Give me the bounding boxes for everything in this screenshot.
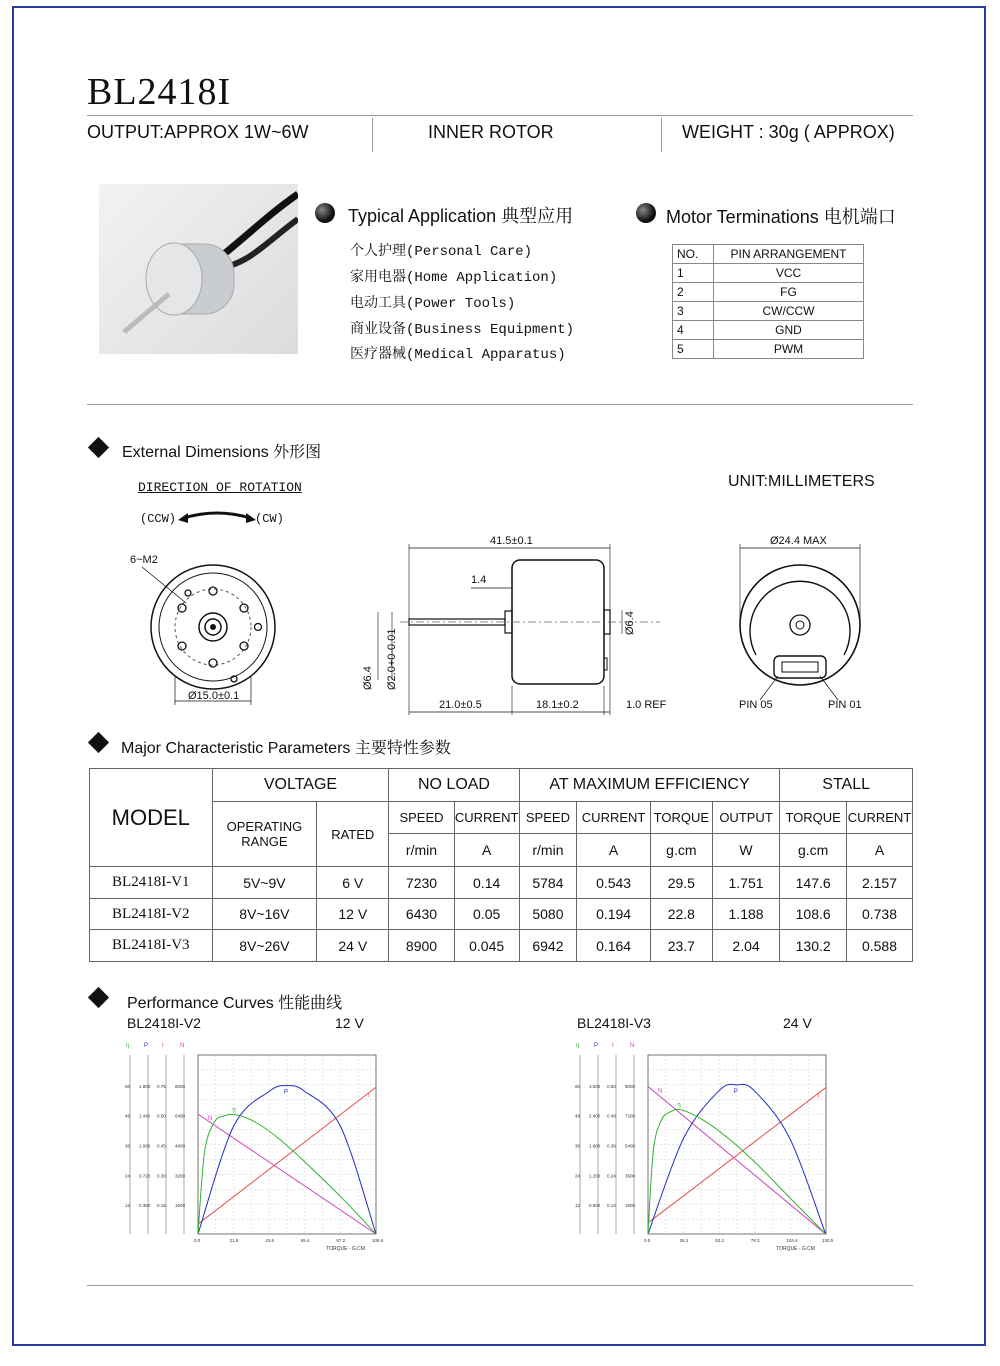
x-tick-label: 21.8 xyxy=(229,1238,239,1243)
shaft-length-dim: 21.0±0.5 xyxy=(439,699,482,711)
y-tick-label: 0.720 xyxy=(139,1173,151,1179)
stall-header: STALL xyxy=(780,769,913,802)
maxeff-header: AT MAXIMUM EFFICIENCY xyxy=(519,769,780,802)
performance-chart-v3 xyxy=(568,1038,843,1258)
application-item: 个人护理(Personal Care) xyxy=(350,244,533,260)
y-tick-label: 1.200 xyxy=(589,1173,601,1179)
y-tick-label: 48 xyxy=(125,1113,131,1119)
series-label: I xyxy=(368,1093,370,1100)
series-label: N xyxy=(208,1116,213,1123)
y-tick-label: 0.60 xyxy=(607,1083,616,1089)
y-tick-label: 0.48 xyxy=(607,1113,616,1119)
chart2-voltage: 24 V xyxy=(783,1015,812,1031)
front-diameter: Ø15.0±0.1 xyxy=(188,690,240,702)
x-tick-label: 104.4 xyxy=(786,1238,798,1243)
y-tick-label: 1800 xyxy=(625,1203,636,1209)
series-label: N xyxy=(658,1088,663,1095)
output-spec: OUTPUT:APPROX 1W~6W xyxy=(87,122,309,142)
y-tick-label: 24 xyxy=(125,1173,131,1179)
hub-diameter-dim: Ø6.4 xyxy=(624,611,636,635)
shaft-diameter-dim: Ø2.0+0-0.01 xyxy=(386,628,398,690)
y-tick-label: 0.45 xyxy=(157,1143,166,1149)
application-item: 商业设备(Business Equipment) xyxy=(350,322,575,338)
table-row: 3 CW/CCW xyxy=(673,302,864,321)
model-header: MODEL xyxy=(90,769,213,867)
y-tick-label: 3200 xyxy=(175,1173,186,1179)
screws-label: 6~M2 xyxy=(130,554,158,566)
rotation-arrow-icon xyxy=(178,508,256,524)
pin-col-no: NO. xyxy=(673,245,714,264)
y-tick-label: 3.000 xyxy=(589,1083,601,1089)
x-tick-label: 0.0 xyxy=(644,1238,651,1243)
y-tick-label: 8000 xyxy=(175,1083,186,1089)
x-tick-label: 108.6 xyxy=(372,1238,384,1243)
application-heading: Typical Application 典型应用 xyxy=(348,206,574,226)
curves-heading: Performance Curves 性能曲线 xyxy=(127,995,343,1012)
y-tick-label: 2.400 xyxy=(589,1113,601,1119)
x-tick-label: 43.6 xyxy=(265,1238,274,1243)
performance-chart-v2 xyxy=(118,1038,393,1258)
x-tick-label: 87.2 xyxy=(336,1238,346,1243)
motor-photo xyxy=(99,184,298,354)
bullet-icon xyxy=(315,203,335,223)
ref-dim: 1.0 REF xyxy=(626,699,667,711)
noload-header: NO LOAD xyxy=(389,769,519,802)
y-tick-label: 12 xyxy=(125,1203,131,1209)
table-row: BL2418I-V1 5V~9V 6 V 7230 0.14 5784 0.543 29.5 1.751 147.6 2.157 xyxy=(90,867,913,899)
axis-header: N xyxy=(180,1043,185,1049)
axis-header: η xyxy=(576,1043,580,1049)
y-tick-label: 1.080 xyxy=(139,1143,151,1149)
params-table: MODEL VOLTAGE NO LOAD AT MAXIMUM EFFICIENCY STALL OPERATING RANGE RATED SPEED CURRENT SPEED CURRENT TORQUE OUTPUT TORQUE CURRENT r/min A r/min A g.cm W g.cm A BL2418I-V1 5V~9V 6 V 7230 0.14 5784 0.543 29.5 1.751 147.6 2.157 BL2418I-V2 8V~16V 12 V 6430 0.05 5080 0.194 22.8 1.188 108.6 0.738 BL2418I-V3 8V~26V 24 V 8900 0.045 6942 0.164 23.7 2.04 130.2 0.588 xyxy=(89,768,913,962)
chart1-voltage: 12 V xyxy=(335,1015,364,1031)
rear-view-drawing xyxy=(730,540,880,710)
y-tick-label: 48 xyxy=(575,1113,581,1119)
voltage-header: VOLTAGE xyxy=(212,769,389,802)
pin-col-arrangement: PIN ARRANGEMENT xyxy=(714,245,864,264)
y-tick-label: 0.600 xyxy=(589,1203,601,1209)
x-tick-label: 78.3 xyxy=(750,1238,760,1243)
x-axis-label: TORQUE - G.CM xyxy=(326,1246,365,1252)
series-label: I xyxy=(817,1093,820,1100)
y-tick-label: 0.75 xyxy=(157,1083,166,1089)
footer-rule xyxy=(87,1285,913,1286)
x-tick-label: 52.2 xyxy=(715,1238,724,1243)
outer-diameter-dim: Ø24.4 MAX xyxy=(770,535,827,547)
terminations-heading: Motor Terminations 电机端口 xyxy=(666,207,896,227)
spec-divider xyxy=(372,118,373,152)
y-tick-label: 7200 xyxy=(625,1113,636,1119)
rotor-spec: INNER ROTOR xyxy=(428,122,554,142)
y-tick-label: 12 xyxy=(575,1203,581,1209)
application-item: 家用电器(Home Application) xyxy=(350,270,558,286)
y-tick-label: 9000 xyxy=(625,1083,636,1089)
y-tick-label: 0.12 xyxy=(607,1203,616,1209)
x-tick-label: 26.1 xyxy=(679,1238,689,1243)
y-tick-label: 0.360 xyxy=(139,1203,151,1209)
front-view-drawing xyxy=(128,555,278,710)
y-tick-label: 0.60 xyxy=(157,1113,166,1119)
y-tick-label: 1.800 xyxy=(589,1143,601,1149)
series-label: η xyxy=(677,1102,681,1109)
axis-header: N xyxy=(630,1043,635,1049)
step-dim: 1.4 xyxy=(471,574,487,586)
series-label: η xyxy=(232,1107,236,1114)
pin01-label: PIN 01 xyxy=(828,699,862,711)
params-heading: Major Characteristic Parameters 主要特性参数 xyxy=(121,740,451,757)
rotation-label: DIRECTION OF ROTATION xyxy=(138,480,302,495)
page-title: BL2418I xyxy=(87,71,232,113)
chart1-title: BL2418I-V2 xyxy=(127,1015,201,1031)
y-tick-label: 1600 xyxy=(175,1203,186,1209)
y-tick-label: 0.15 xyxy=(157,1203,166,1209)
chart2-title: BL2418I-V3 xyxy=(577,1015,651,1031)
cw-label: (CW) xyxy=(255,512,284,526)
table-row: BL2418I-V3 8V~26V 24 V 8900 0.045 6942 0.164 23.7 2.04 130.2 0.588 xyxy=(90,930,913,962)
y-tick-label: 36 xyxy=(125,1143,131,1149)
y-tick-label: 6400 xyxy=(175,1113,186,1119)
spec-divider xyxy=(661,118,662,152)
table-row: 5 PWM xyxy=(673,340,864,359)
series-label: P xyxy=(284,1089,289,1096)
axis-header: I xyxy=(612,1043,614,1049)
y-tick-label: 60 xyxy=(125,1083,131,1089)
x-tick-label: 130.5 xyxy=(822,1238,834,1243)
length-dim: 41.5±0.1 xyxy=(490,535,533,547)
y-tick-label: 0.36 xyxy=(607,1143,616,1149)
x-axis-label: TORQUE - G.CM xyxy=(776,1246,815,1252)
table-row: BL2418I-V2 8V~16V 12 V 6430 0.05 5080 0.194 22.8 1.188 108.6 0.738 xyxy=(90,899,913,930)
operating-header: OPERATING RANGE xyxy=(212,802,317,867)
y-tick-label: 1.800 xyxy=(139,1083,151,1089)
y-tick-label: 5400 xyxy=(625,1143,636,1149)
series-label: P xyxy=(733,1088,738,1095)
x-tick-label: 65.4 xyxy=(300,1238,310,1243)
pin05-label: PIN 05 xyxy=(739,699,773,711)
axis-header: I xyxy=(162,1043,164,1049)
application-item: 电动工具(Power Tools) xyxy=(350,296,516,312)
axis-header: P xyxy=(594,1043,599,1049)
pin-table xyxy=(672,244,864,359)
y-tick-label: 0.24 xyxy=(607,1173,616,1179)
unit-label: UNIT:MILLIMETERS xyxy=(728,473,875,490)
bullet-icon xyxy=(636,203,656,223)
title-rule xyxy=(87,115,913,116)
application-item: 医疗器械(Medical Apparatus) xyxy=(350,347,566,363)
table-row: 4 GND xyxy=(673,321,864,340)
weight-spec: WEIGHT : 30g ( APPROX) xyxy=(682,122,895,142)
axis-header: η xyxy=(126,1043,130,1049)
y-tick-label: 3600 xyxy=(625,1173,636,1179)
table-row: 2 FG xyxy=(673,283,864,302)
axis-header: P xyxy=(144,1043,149,1049)
y-tick-label: 4800 xyxy=(175,1143,186,1149)
table-row: 1 VCC xyxy=(673,264,864,283)
y-tick-label: 0.30 xyxy=(157,1173,166,1179)
body-length-dim: 18.1±0.2 xyxy=(536,699,579,711)
dimensions-heading: External Dimensions 外形图 xyxy=(122,444,322,461)
hub-diameter-left: Ø6.4 xyxy=(362,666,374,690)
y-tick-label: 24 xyxy=(575,1173,581,1179)
x-tick-label: 0.0 xyxy=(194,1238,201,1243)
section-rule xyxy=(87,404,913,405)
y-tick-label: 1.440 xyxy=(139,1113,151,1119)
y-tick-label: 36 xyxy=(575,1143,581,1149)
y-tick-label: 60 xyxy=(575,1083,581,1089)
ccw-label: (CCW) xyxy=(140,512,177,526)
rated-header: RATED xyxy=(317,802,389,867)
